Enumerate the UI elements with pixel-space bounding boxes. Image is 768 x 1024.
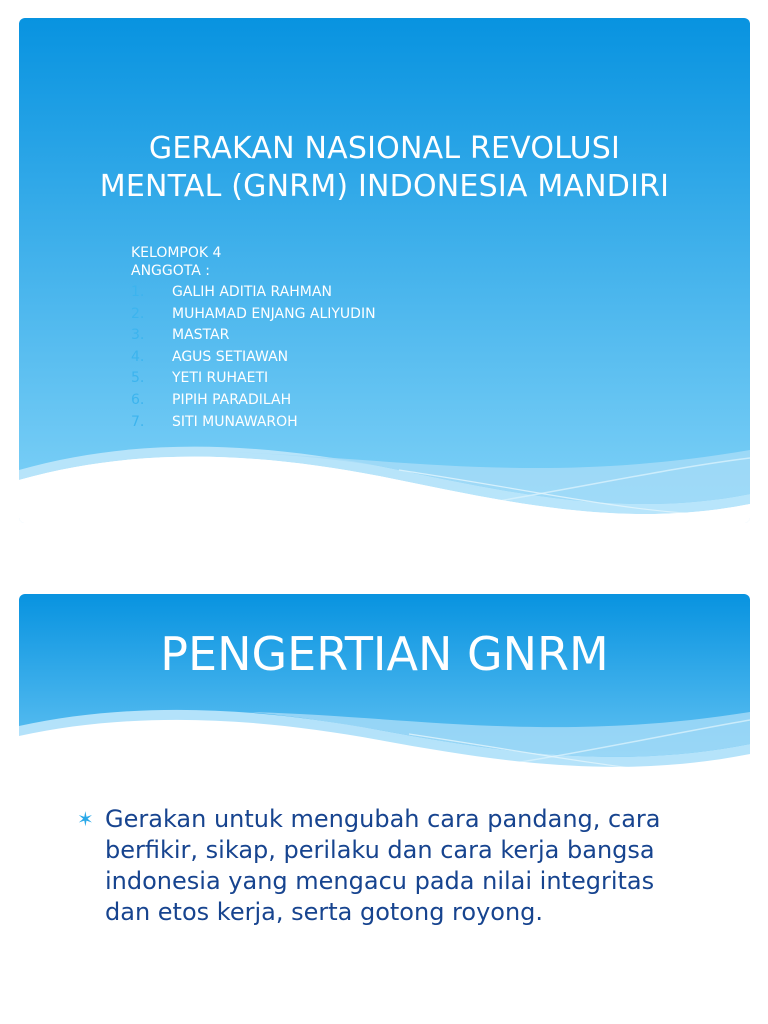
title-slide	[19, 18, 750, 523]
list-item	[131, 347, 376, 369]
member-name: GALIH ADITIA RAHMAN	[172, 284, 332, 300]
member-list	[131, 282, 376, 433]
list-number: 5.	[131, 370, 145, 387]
list-item	[131, 412, 376, 434]
slide-title: PENGERTIAN GNRM	[160, 627, 609, 681]
list-item	[131, 368, 376, 390]
star-bullet-icon: ✶	[77, 807, 94, 831]
list-number: 2.	[131, 305, 145, 322]
content-slide	[19, 594, 750, 1024]
list-number: 6.	[131, 391, 145, 408]
member-name: MASTAR	[172, 327, 230, 344]
list-number: 3.	[131, 327, 145, 344]
member-name: MUHAMAD ENJANG ALIYUDIN	[172, 305, 376, 322]
member-name: AGUS SETIAWAN	[172, 348, 289, 365]
title-line-2: MENTAL (GNRM) INDONESIA MANDIRI	[99, 169, 670, 204]
list-item	[131, 325, 376, 347]
member-name: YETI RUHAETI	[172, 370, 269, 387]
member-name: PIPIH PARADILAH	[172, 391, 292, 408]
list-item	[131, 390, 376, 412]
title-line-1: GERAKAN NASIONAL REVOLUSI	[148, 131, 621, 166]
member-name: SITI MUNAWAROH	[172, 413, 298, 430]
list-number: 7.	[131, 413, 145, 430]
list-number: 4.	[131, 348, 145, 365]
group-info	[131, 244, 376, 433]
members-label: ANGGOTA :	[131, 263, 210, 279]
list-item	[131, 304, 376, 326]
bullet-item	[77, 804, 677, 928]
list-number: 1.	[131, 284, 145, 300]
slide-title	[19, 130, 750, 206]
list-item	[131, 282, 376, 304]
slide-background	[19, 18, 750, 523]
group-label: KELOMPOK 4	[131, 245, 222, 261]
bullet-text: Gerakan untuk mengubah cara pandang, cara berfikir, sikap, perilaku dan cara kerja bangsa indonesia yang mengacu pada nilai integritas dan etos kerja, serta gotong royong.	[105, 805, 661, 926]
